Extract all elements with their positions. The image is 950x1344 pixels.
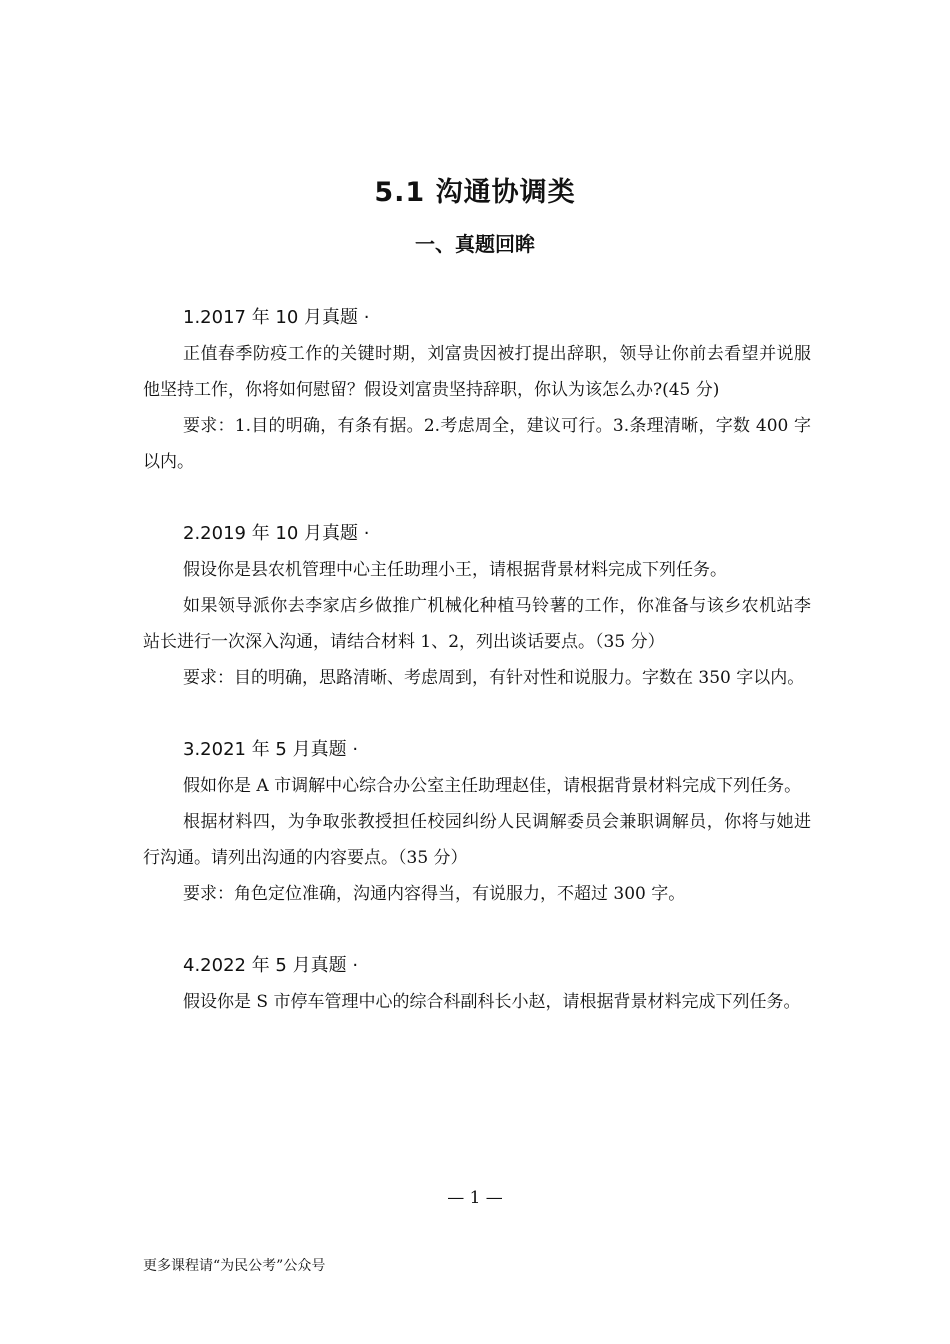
question-section-3 [143, 732, 811, 912]
page-number: — 1 — [447, 1188, 503, 1208]
question-heading: 4.2022 年 5 月真题 · [183, 955, 359, 976]
question-text: 根据材料四，为争取张教授担任校园纠纷人民调解委员会兼职调解员，你将与她进行沟通。请列出沟通的内容要点。（35 分） [143, 812, 811, 868]
question-section-2 [143, 516, 811, 696]
question-section-1 [143, 300, 811, 480]
question-requirements: 要求：1.目的明确，有条有据。2.考虑周全，建议可行。3.条理清晰，字数 400 字以内。 [143, 416, 811, 472]
question-text: 正值春季防疫工作的关键时期，刘富贵因被打提出辞职，领导让你前去看望并说服他坚持工作，你将如何慰留？假设刘富贵坚持辞职，你认为该怎么办?(45 分) [143, 344, 811, 400]
question-requirements: 要求：角色定位准确，沟通内容得当，有说服力，不超过 300 字。 [183, 884, 686, 904]
question-heading: 3.2021 年 5 月真题 · [183, 739, 359, 760]
footer-note: 更多课程请“为民公考”公众号 [143, 1258, 326, 1274]
page-title: 5.1 沟通协调类 [374, 177, 576, 208]
question-requirements: 要求：目的明确，思路清晰、考虑周到，有针对性和说服力。字数在 350 字以内。 [183, 668, 805, 688]
question-section-4 [143, 948, 811, 1020]
section-subtitle: 一、真题回眸 [415, 232, 535, 256]
question-heading: 2.2019 年 10 月真题 · [183, 523, 370, 544]
question-heading: 1.2017 年 10 月真题 · [183, 307, 370, 328]
question-text: 假设你是 S 市停车管理中心的综合科副科长小赵，请根据背景材料完成下列任务。 [183, 992, 801, 1012]
question-text: 如果领导派你去李家店乡做推广机械化种植马铃薯的工作，你准备与该乡农机站李站长进行一次深入沟通，请结合材料 1、2，列出谈话要点。（35 分） [143, 596, 811, 652]
question-text: 假如你是 A 市调解中心综合办公室主任助理赵佳，请根据背景材料完成下列任务。 [183, 776, 802, 796]
questions-content [143, 300, 811, 1056]
question-text: 假设你是县农机管理中心主任助理小王，请根据背景材料完成下列任务。 [183, 560, 727, 580]
